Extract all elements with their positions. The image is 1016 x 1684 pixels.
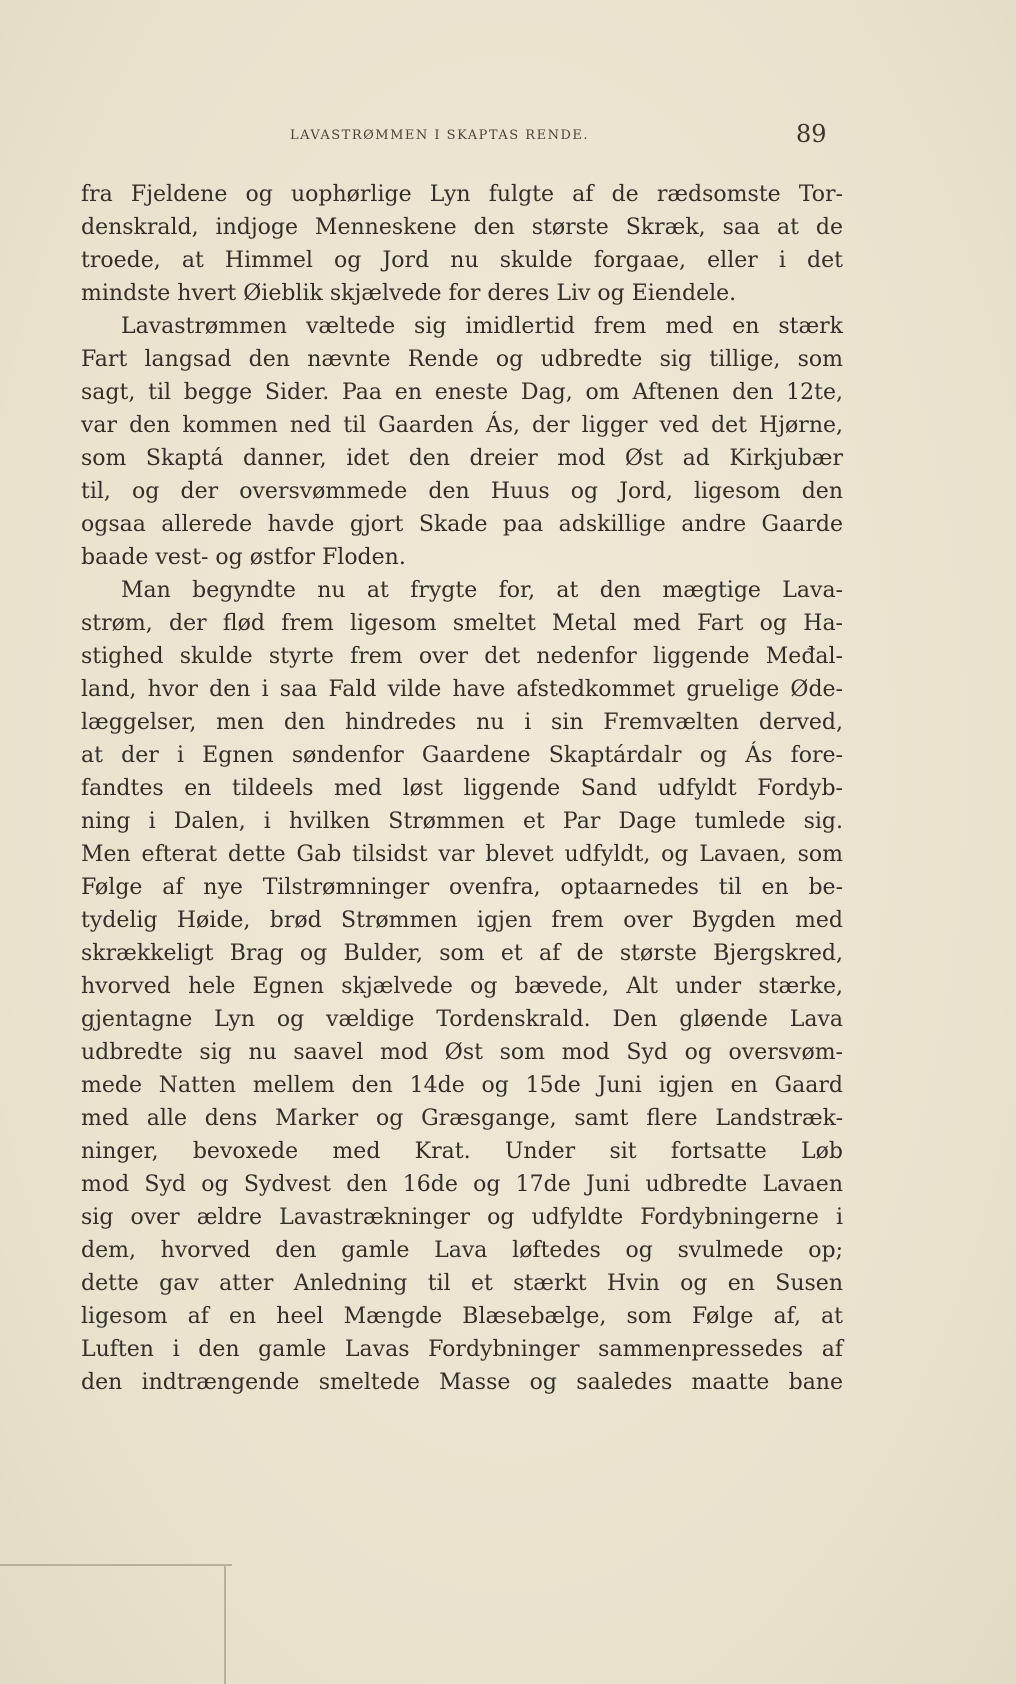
- text-line: hvorved hele Egnen skjælvede og bævede, Alt under stærke,: [81, 974, 843, 999]
- text-line: Følge af nye Tilstrømninger ovenfra, optaarnedes til en be-: [81, 875, 843, 900]
- text-line: Fart langsad den nævnte Rende og udbredte sig tillige, som: [81, 347, 843, 372]
- text-line: land, hvor den i saa Fald vilde have afstedkommet gruelige Øde-: [81, 677, 843, 702]
- text-line: at der i Egnen søndenfor Gaardene Skaptárdalr og Ás fore-: [81, 743, 843, 768]
- text-line: mindste hvert Øieblik skjælvede for deres Liv og Eiendele.: [81, 281, 737, 306]
- text-line: gjentagne Lyn og vældige Tordenskrald. Den gløende Lava: [81, 1007, 843, 1032]
- scan-frame-line: [0, 1564, 232, 1566]
- text-line: var den kommen ned til Gaarden Ás, der ligger ved det Hjørne,: [81, 413, 843, 438]
- text-line: fra Fjeldene og uophørlige Lyn fulgte af de rædsomste Tor-: [81, 182, 843, 207]
- text-line: ogsaa allerede havde gjort Skade paa adskillige andre Gaarde: [81, 512, 843, 537]
- text-line: mod Syd og Sydvest den 16de og 17de Juni udbredte Lavaen: [81, 1172, 843, 1197]
- text-line: sagt, til begge Sider. Paa en eneste Dag, om Aftenen den 12te,: [81, 380, 843, 405]
- page-number: 89: [796, 120, 827, 148]
- text-line: med alle dens Marker og Græsgange, samt flere Landstræk-: [81, 1106, 843, 1131]
- scan-frame-tick: [224, 1566, 226, 1684]
- text-line: sig over ældre Lavastrækninger og udfyldte Fordybningerne i: [81, 1205, 843, 1230]
- text-line: dette gav atter Anledning til et stærkt Hvin og en Susen: [81, 1271, 843, 1296]
- text-line: ligesom af en heel Mængde Blæsebælge, som Følge af, at: [81, 1304, 843, 1329]
- text-line: stighed skulde styrte frem over det nedenfor liggende Međal-: [81, 644, 843, 669]
- text-line: troede, at Himmel og Jord nu skulde forgaae, eller i det: [81, 248, 843, 273]
- running-head: [0, 120, 1016, 154]
- text-line: Man begyndte nu at frygte for, at den mægtige Lava-: [121, 578, 843, 603]
- running-title: LAVASTRØMMEN I SKAPTAS RENDE.: [290, 128, 589, 143]
- text-line: dem, hvorved den gamle Lava løftedes og svulmede op;: [81, 1238, 843, 1263]
- text-line: udbredte sig nu saavel mod Øst som mod Syd og oversvøm-: [81, 1040, 843, 1065]
- text-line: Luften i den gamle Lavas Fordybninger sammenpressedes af: [81, 1337, 843, 1362]
- text-line: denskrald, indjoge Menneskene den største Skræk, saa at de: [81, 215, 843, 240]
- body-text: [81, 178, 843, 1399]
- text-line: skrækkeligt Brag og Bulder, som et af de største Bjergskred,: [81, 941, 843, 966]
- text-line: til, og der oversvømmede den Huus og Jord, ligesom den: [81, 479, 843, 504]
- text-line: læggelser, men den hindredes nu i sin Fremvælten derved,: [81, 710, 843, 735]
- text-line: baade vest- og østfor Floden.: [81, 545, 406, 570]
- text-line: Men efterat dette Gab tilsidst var blevet udfyldt, og Lavaen, som: [81, 842, 843, 867]
- text-line: fandtes en tildeels med løst liggende Sand udfyldt Fordyb-: [81, 776, 843, 801]
- text-line: mede Natten mellem den 14de og 15de Juni igjen en Gaard: [81, 1073, 843, 1098]
- text-line: tydelig Høide, brød Strømmen igjen frem over Bygden med: [81, 908, 843, 933]
- text-line: strøm, der flød frem ligesom smeltet Metal med Fart og Ha-: [81, 611, 843, 636]
- text-line: Lavastrømmen væltede sig imidlertid frem med en stærk: [121, 314, 843, 339]
- text-line: ning i Dalen, i hvilken Strømmen et Par Dage tumlede sig.: [81, 809, 843, 834]
- text-line: som Skaptá danner, idet den dreier mod Øst ad Kirkjubær: [81, 446, 843, 471]
- text-line: den indtrængende smeltede Masse og saaledes maatte bane: [81, 1370, 843, 1395]
- text-line: ninger, bevoxede med Krat. Under sit fortsatte Løb: [81, 1139, 843, 1164]
